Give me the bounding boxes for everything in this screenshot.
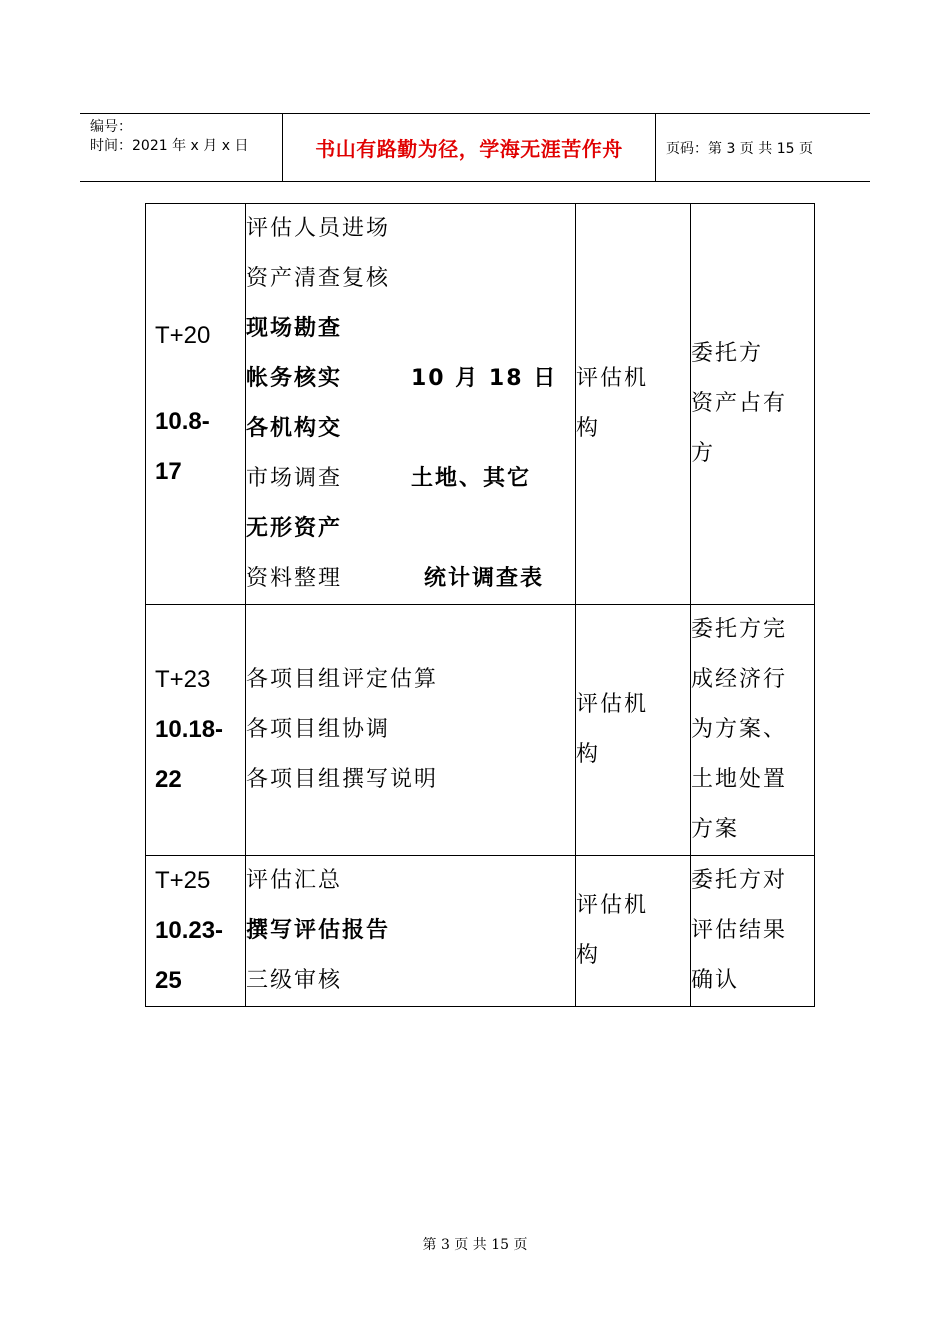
- cooperating-cell: [691, 204, 815, 605]
- task-line: 各机构交: [246, 416, 343, 441]
- task-line: 各项目组评定估算: [246, 667, 439, 692]
- time-code: T+23: [155, 666, 211, 693]
- responsible-line: 构: [576, 943, 601, 968]
- task-line: 无形资产: [246, 516, 343, 541]
- task-line: 各项目组协调: [246, 717, 391, 742]
- cooperating-line: 方案: [691, 817, 740, 842]
- cooperating-line: 成经济行: [691, 667, 788, 692]
- time-code: T+20: [155, 322, 211, 349]
- cooperating-line: 为方案、: [691, 717, 788, 742]
- task-line: 帐务核实: [246, 366, 343, 391]
- schedule-table: [145, 203, 815, 1007]
- cooperating-line: 委托方: [691, 341, 764, 366]
- page-footer: 第 3 页 共 15 页: [422, 1237, 528, 1253]
- date-range-start: 10.23-: [155, 917, 224, 944]
- header-page-indicator: 页码：第 3 页 共 15 页: [666, 140, 813, 157]
- task-line: 撰写评估报告: [246, 918, 391, 943]
- cooperating-line: 委托方对: [691, 868, 788, 893]
- task-cell: [246, 204, 576, 605]
- cooperating-line: 确认: [691, 968, 740, 993]
- cooperating-line: 方: [691, 441, 716, 466]
- task-line: 资产清查复核: [246, 266, 391, 291]
- table-row: [146, 856, 815, 1007]
- responsible-line: 评估机: [576, 893, 649, 918]
- date-range-start: 10.8-: [155, 408, 210, 435]
- responsible-line: 构: [576, 742, 601, 767]
- responsible-line: 构: [576, 416, 601, 441]
- task-line: 现场勘查: [246, 316, 343, 341]
- cooperating-line: 委托方完: [691, 617, 788, 642]
- responsible-cell: [576, 856, 691, 1007]
- time-cell: [146, 605, 246, 856]
- table-row: [146, 605, 815, 856]
- task-line-with-note: [246, 554, 575, 604]
- date-range-end: 22: [155, 766, 182, 793]
- task-note: 土地、其它: [411, 466, 532, 491]
- date-range-end: 17: [155, 458, 182, 485]
- time-cell: [146, 204, 246, 605]
- task-cell: [246, 605, 576, 856]
- document-date-label: 时间：2021 年 x 月 x 日: [90, 138, 249, 154]
- date-range-end: 25: [155, 967, 182, 994]
- task-line: 三级审核: [246, 968, 343, 993]
- task-line: 评估人员进场: [246, 216, 391, 241]
- task-line: 资料整理: [246, 566, 343, 591]
- responsible-line: 评估机: [576, 366, 649, 391]
- cooperating-line: 土地处置: [691, 767, 788, 792]
- responsible-cell: [576, 605, 691, 856]
- task-line: 评估汇总: [246, 868, 343, 893]
- task-line-with-note: [246, 454, 575, 504]
- responsible-cell: [576, 204, 691, 605]
- table-row: [146, 204, 815, 605]
- header-meta: [80, 114, 282, 181]
- page-header: [80, 113, 870, 182]
- task-line-with-note: [246, 354, 575, 404]
- cooperating-line: 评估结果: [691, 918, 788, 943]
- date-range-start: 10.18-: [155, 716, 224, 743]
- task-line: 各项目组撰写说明: [246, 767, 439, 792]
- task-line: 市场调查: [246, 466, 343, 491]
- document-number-label: 编号：: [90, 119, 132, 135]
- cooperating-line: 资产占有: [691, 391, 788, 416]
- time-cell: [146, 856, 246, 1007]
- cooperating-cell: [691, 605, 815, 856]
- time-code: T+25: [155, 867, 211, 894]
- cooperating-cell: [691, 856, 815, 1007]
- task-note-date: 10 月 18 日: [411, 366, 558, 391]
- header-motto: 书山有路勤为径，学海无涯苦作舟: [282, 114, 656, 181]
- task-note: 统计调查表: [424, 566, 545, 591]
- responsible-line: 评估机: [576, 692, 649, 717]
- task-cell: [246, 856, 576, 1007]
